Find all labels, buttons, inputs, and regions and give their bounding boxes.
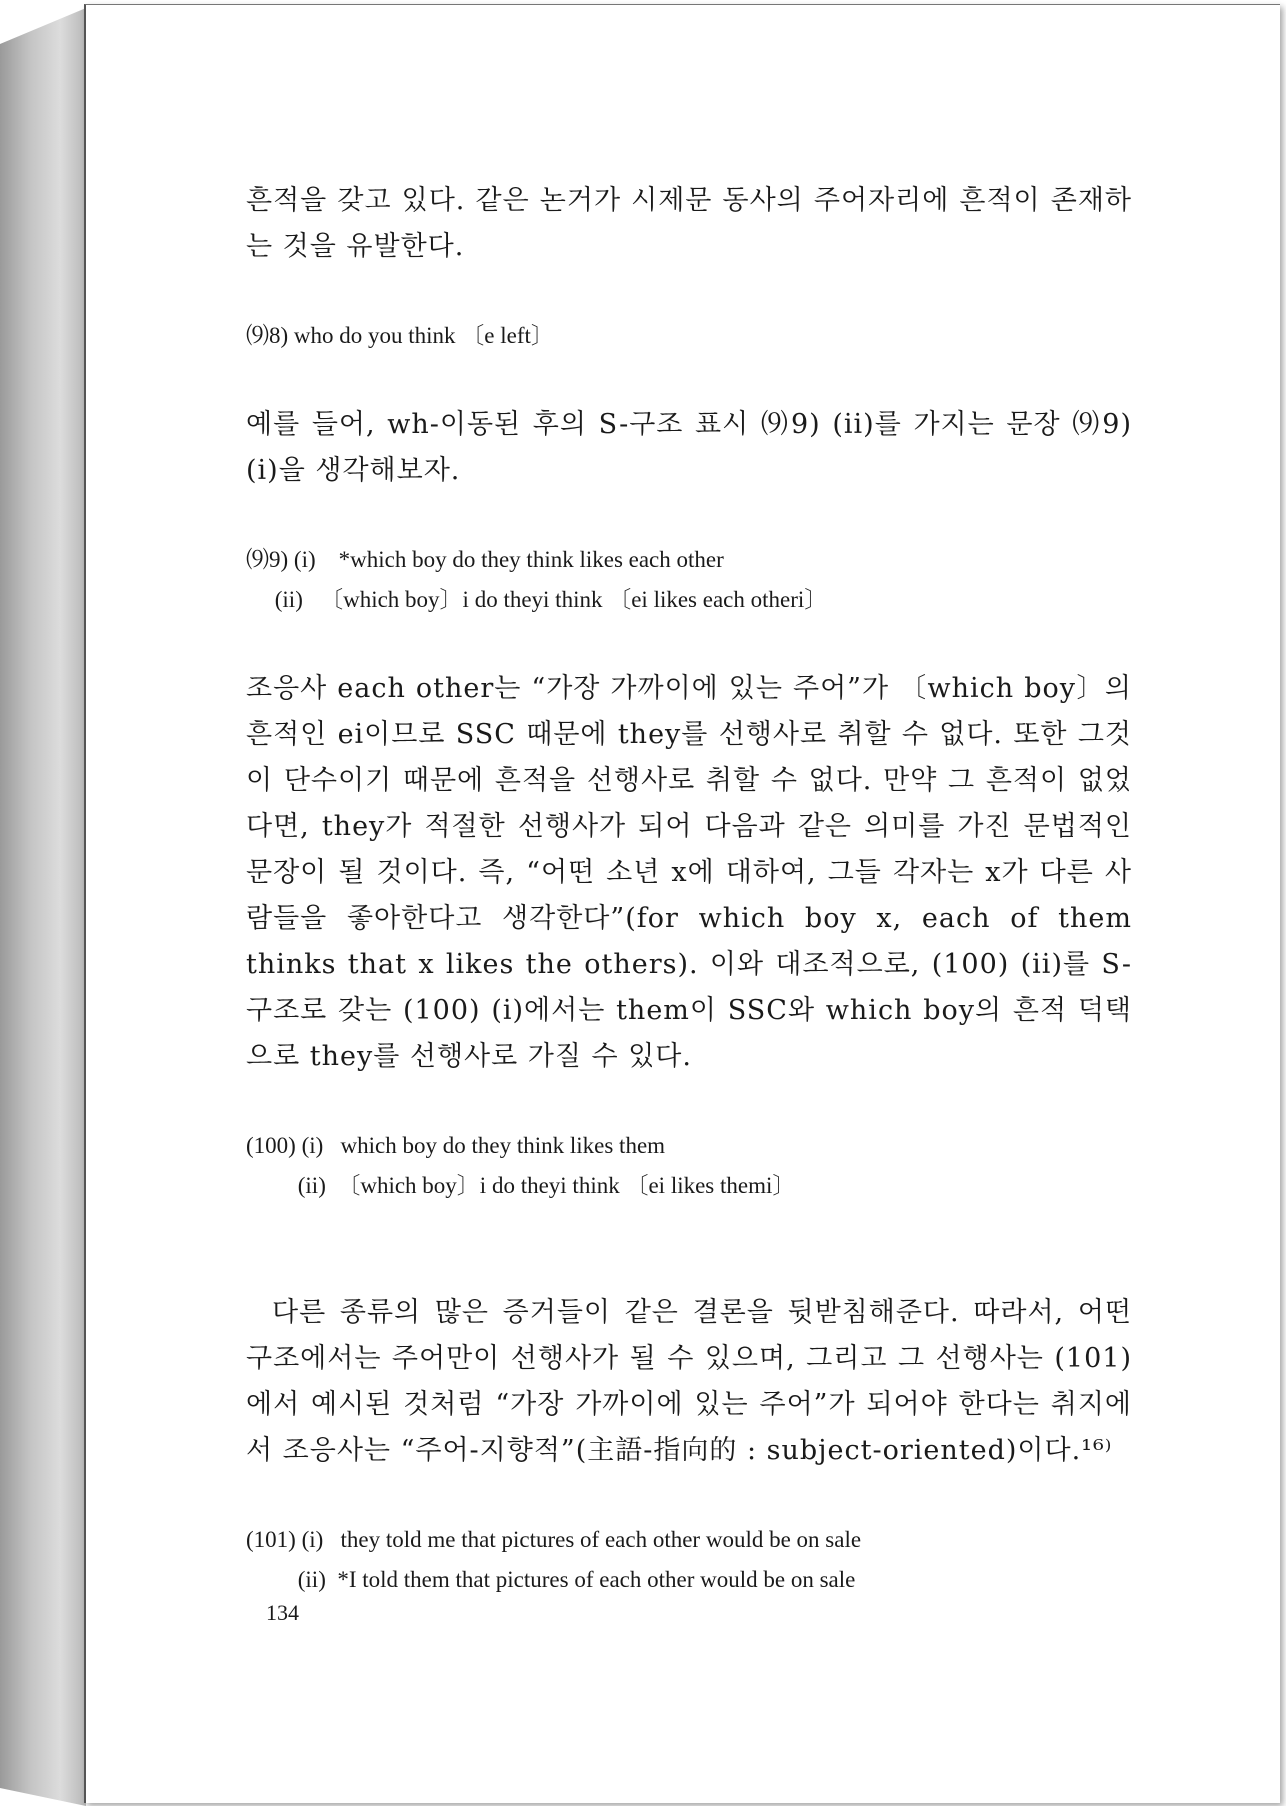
page-number: 134 bbox=[266, 1600, 299, 1625]
example-99-ii: (ii) 〔which boy〕i do theyi think 〔ei likes each otheri〕 bbox=[246, 587, 828, 612]
book-page-edge bbox=[0, 8, 86, 1806]
example-100-ii: (ii) 〔which boy〕i do theyi think 〔ei likes themi〕 bbox=[246, 1173, 796, 1198]
paragraph-1: 흔적을 갖고 있다. 같은 논거가 시제문 동사의 주어자리에 흔적이 존재하는 것을 유발한다. bbox=[246, 185, 1132, 262]
example-98: ⑼8) who do you think 〔e left〕 bbox=[246, 323, 554, 348]
example-99-i: ⑼9) (i) *which boy do they think likes each other bbox=[246, 547, 724, 572]
example-101-i: (101) (i) they told me that pictures of each other would be on sale bbox=[246, 1527, 862, 1552]
paragraph-4: 다른 종류의 많은 증거들이 같은 결론을 뒷받침해준다. 따라서, 어떤 구조에서는 주어만이 선행사가 될 수 있으며, 그리고 그 선행사는 (101)에서 예시된 것처럼 “가장 가까이에 있는 주어”가 되어야 한다는 취지에서 조응사는 “주어-지향적”(主語-指向的 : subject-oriented)이다.¹⁶⁾ bbox=[246, 1297, 1132, 1466]
example-100-i: (100) (i) which boy do they think likes them bbox=[246, 1133, 666, 1158]
paragraph-3: 조응사 each other는 “가장 가까이에 있는 주어”가 〔which boy〕의 흔적인 ei이므로 SSC 때문에 they를 선행사로 취할 수 없다. 또한 그것이 단수이기 때문에 흔적을 선행사로 취할 수 없다. 만약 그 흔적이 없었다면, they가 적절한 선행사가 되어 다음과 같은 의미를 가진 문법적인 문장이 될 것이다. 즉, “어떤 소년 x에 대하여, 그들 각자는 x가 다른 사람들을 좋아한다고 생각한다”(for which boy x, each of them thinks that x likes the others). 이와 대조적으로, (100) (ii)를 S-구조로 갖는 (100) (i)에서는 them이 SSC와 which boy의 흔적 덕택으로 they를 선행사로 가질 수 있다. bbox=[246, 673, 1132, 1072]
page-content bbox=[246, 178, 1132, 1600]
example-101-ii: (ii) *I told them that pictures of each other would be on sale bbox=[246, 1567, 856, 1592]
paragraph-2: 예를 들어, wh-이동된 후의 S-구조 표시 ⑼9) (ii)를 가지는 문장 ⑼9) (i)을 생각해보자. bbox=[246, 409, 1132, 486]
